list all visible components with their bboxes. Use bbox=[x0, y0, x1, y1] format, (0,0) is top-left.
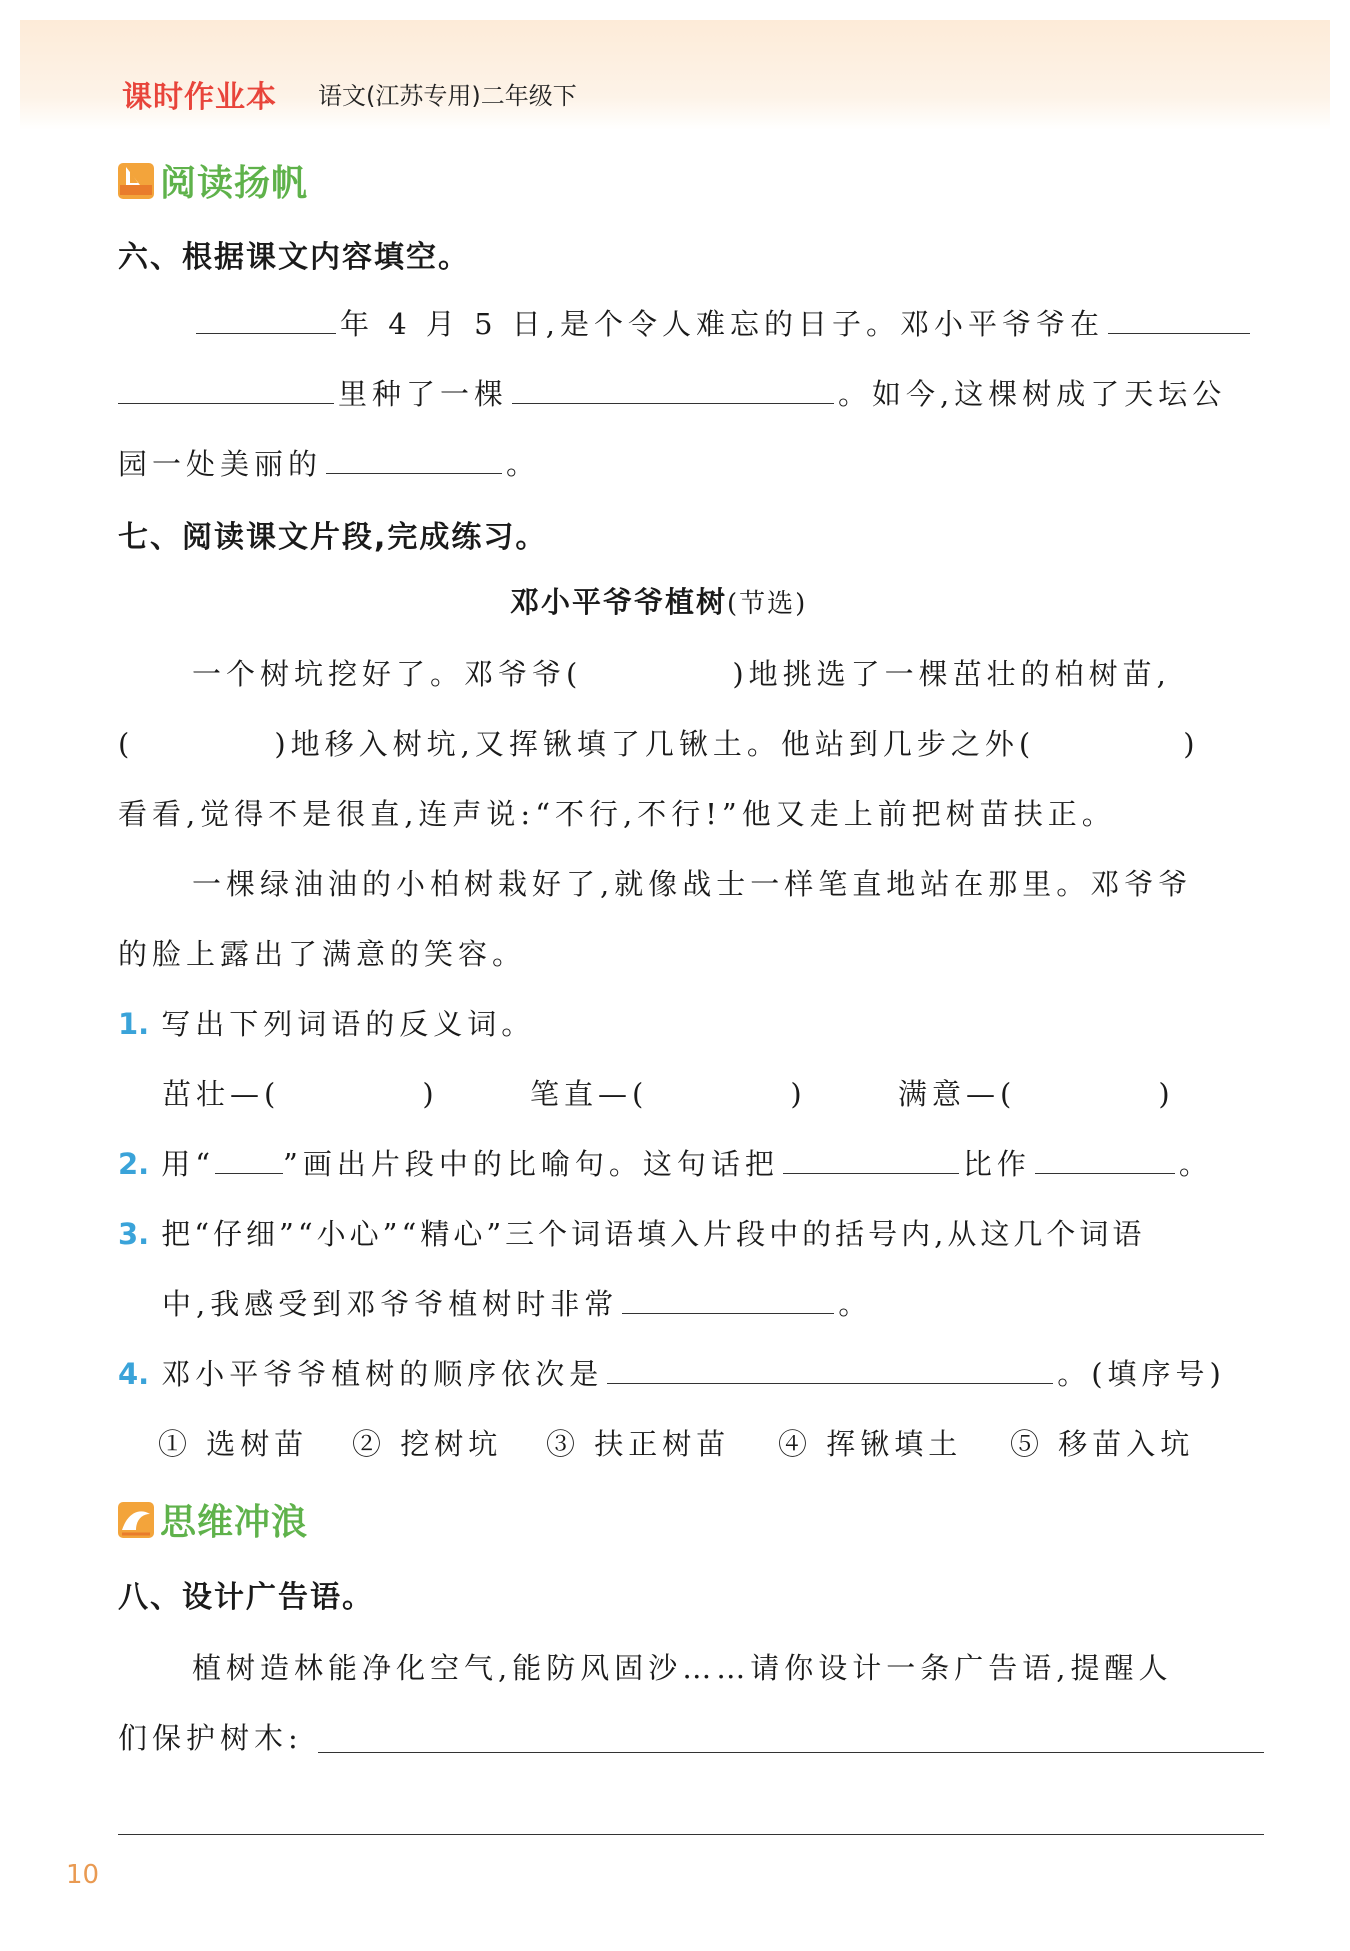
item-3-line-2 bbox=[162, 1282, 872, 1323]
q6-text: 里种了一棵 bbox=[338, 377, 509, 411]
antonym-word-1 bbox=[162, 1072, 439, 1113]
item-text: 。(填序号) bbox=[1057, 1357, 1226, 1391]
answer-blank[interactable] bbox=[607, 1353, 1053, 1384]
slogan-answer-line-1[interactable] bbox=[318, 1752, 1264, 1753]
option-2: ② 挖树坑 bbox=[352, 1427, 503, 1461]
item-number: 1. bbox=[118, 1007, 150, 1041]
q6-text: 。如今,这棵树成了天坛公 bbox=[838, 377, 1227, 411]
passage-text: ( bbox=[118, 727, 135, 761]
q8-line-1: 植树造林能净化空气,能防风固沙……请你设计一条广告语,提醒人 bbox=[192, 1651, 1173, 1685]
wave-icon bbox=[118, 1502, 154, 1538]
passage-title bbox=[510, 580, 807, 621]
section-title: 阅读扬帆 bbox=[160, 163, 309, 204]
antonym-word-3 bbox=[898, 1072, 1175, 1113]
question-8-heading: 八、设计广告语。 bbox=[118, 1580, 374, 1615]
section-reading bbox=[118, 155, 308, 206]
item-1 bbox=[118, 1002, 535, 1043]
q6-line-1 bbox=[192, 302, 1254, 343]
answer-blank[interactable] bbox=[196, 303, 336, 334]
passage-text: ) bbox=[1183, 727, 1200, 761]
item-number: 4. bbox=[118, 1357, 150, 1391]
antonym-close: ) bbox=[790, 1077, 807, 1111]
option-5: ⑤ 移苗入坑 bbox=[1010, 1427, 1195, 1461]
passage-p1-line-2 bbox=[118, 722, 1200, 763]
q6-line-3 bbox=[118, 442, 540, 483]
q6-text: 年 4 月 5 日,是个令人难忘的日子。邓小平爷爷在 bbox=[340, 307, 1104, 341]
passage-note: (节选) bbox=[727, 589, 808, 619]
antonym-close: ) bbox=[422, 1077, 439, 1111]
book-subtitle: 语文(江苏专用)二年级下 bbox=[318, 82, 577, 110]
passage-text: )地移入树坑,又挥锹填了几锹土。他站到几步之外( bbox=[274, 727, 1036, 761]
passage-p1-line-1 bbox=[192, 652, 1171, 693]
answer-blank[interactable] bbox=[1108, 303, 1250, 334]
q6-text: 园一处美丽的 bbox=[118, 447, 323, 481]
answer-blank[interactable] bbox=[622, 1283, 834, 1314]
item-number: 3. bbox=[118, 1217, 150, 1251]
answer-blank[interactable] bbox=[326, 443, 502, 474]
item-text: ”画出片段中的比喻句。这句话把 bbox=[283, 1147, 779, 1181]
q8-text: 们保护树木: bbox=[118, 1721, 303, 1755]
section-thinking bbox=[118, 1494, 308, 1545]
item-text: 邓小平爷爷植树的顺序依次是 bbox=[161, 1357, 604, 1391]
answer-blank[interactable] bbox=[512, 373, 834, 404]
item-2 bbox=[118, 1142, 1213, 1183]
item-3-line-1 bbox=[118, 1212, 1145, 1253]
answer-blank[interactable] bbox=[783, 1143, 959, 1174]
option-3: ③ 扶正树苗 bbox=[546, 1427, 731, 1461]
antonym-label: 笔直—( bbox=[530, 1077, 649, 1111]
q8-line-2 bbox=[118, 1716, 303, 1757]
option-4: ④ 挥锹填土 bbox=[778, 1427, 963, 1461]
item-text: 写出下列词语的反义词。 bbox=[161, 1007, 536, 1041]
passage-text: 一个树坑挖好了。邓爷爷( bbox=[192, 657, 583, 691]
q6-line-2 bbox=[118, 372, 1226, 413]
item-text: 把“仔细”“小心”“精心”三个词语填入片段中的括号内,从这几个词语 bbox=[161, 1217, 1146, 1251]
section-title: 思维冲浪 bbox=[160, 1502, 309, 1543]
sail-book-icon bbox=[118, 163, 154, 199]
item-4 bbox=[118, 1352, 1226, 1393]
slogan-answer-line-2[interactable] bbox=[118, 1834, 1264, 1835]
item-text: 中,我感受到邓爷爷植树时非常 bbox=[162, 1287, 619, 1321]
antonym-word-2 bbox=[530, 1072, 807, 1113]
passage-title-text: 邓小平爷爷植树 bbox=[510, 585, 728, 619]
item-text: 。 bbox=[1178, 1147, 1213, 1181]
antonym-label: 茁壮—( bbox=[162, 1077, 281, 1111]
item-text: 比作 bbox=[962, 1147, 1031, 1181]
question-6-heading: 六、根据课文内容填空。 bbox=[118, 240, 470, 275]
passage-p2-line-1: 一棵绿油油的小柏树栽好了,就像战士一样笔直地站在那里。邓爷爷 bbox=[192, 867, 1193, 901]
passage-p1-line-3: 看看,觉得不是很直,连声说:“不行,不行!”他又走上前把树苗扶正。 bbox=[118, 797, 1116, 831]
antonym-close: ) bbox=[1158, 1077, 1175, 1111]
underline-sample bbox=[215, 1143, 283, 1174]
item-text: 。 bbox=[838, 1287, 873, 1321]
answer-blank[interactable] bbox=[118, 373, 334, 404]
page-number: 10 bbox=[66, 1860, 100, 1890]
option-1: ① 选树苗 bbox=[158, 1427, 309, 1461]
passage-p2-line-2: 的脸上露出了满意的笑容。 bbox=[118, 937, 527, 971]
q6-text: 。 bbox=[506, 447, 541, 481]
question-7-heading: 七、阅读课文片段,完成练习。 bbox=[118, 520, 548, 555]
antonym-label: 满意—( bbox=[898, 1077, 1017, 1111]
item-number: 2. bbox=[118, 1147, 150, 1181]
item-text: 用“ bbox=[161, 1147, 216, 1181]
passage-text: )地挑选了一棵茁壮的柏树苗, bbox=[732, 657, 1171, 691]
answer-blank[interactable] bbox=[1035, 1143, 1175, 1174]
book-brand: 课时作业本 bbox=[122, 80, 277, 115]
